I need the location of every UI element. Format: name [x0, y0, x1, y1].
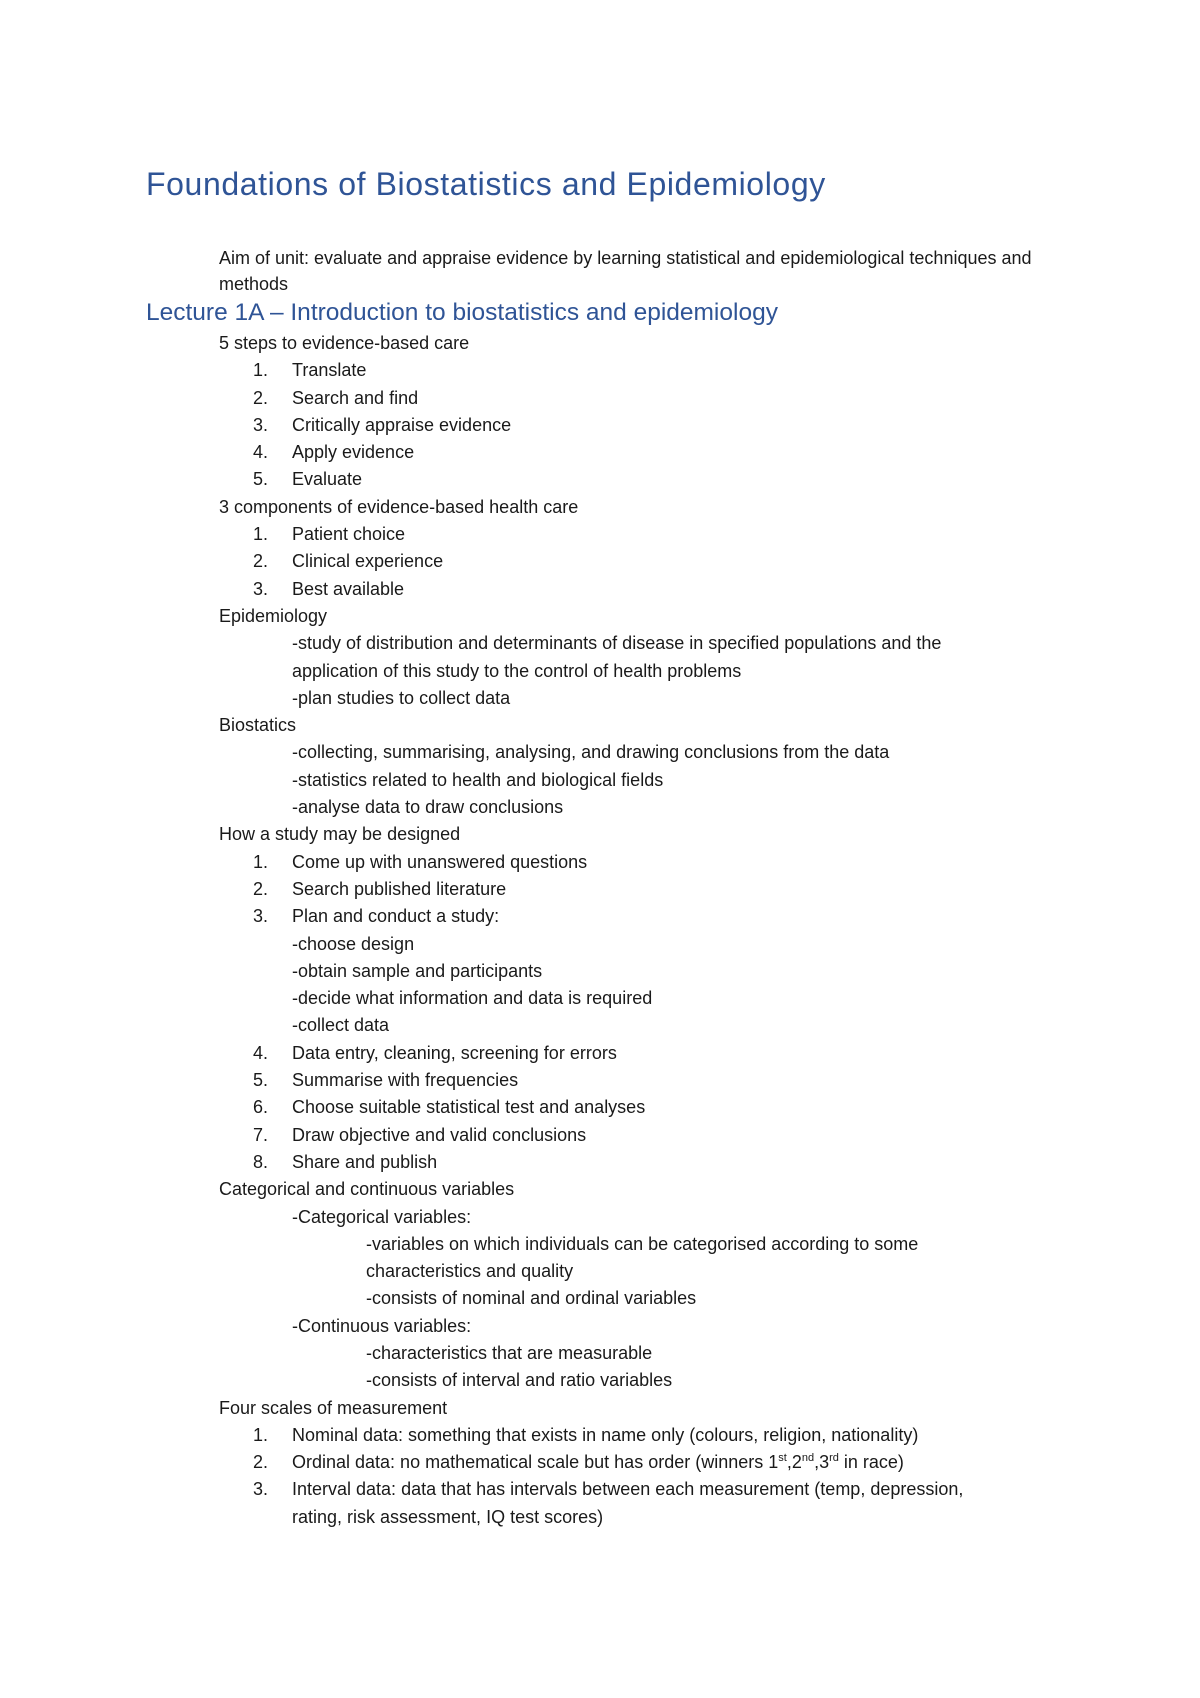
note-line: -consists of interval and ratio variables: [366, 1370, 673, 1391]
note-line: characteristics and quality: [366, 1261, 574, 1282]
lecture-heading: Lecture 1A – Introduction to biostatistics and epidemiology: [146, 299, 778, 326]
section-heading-study-design: How a study may be designed: [219, 824, 461, 845]
document-title: Foundations of Biostatistics and Epidemiology: [146, 166, 826, 202]
list-item: 3. Critically appraise evidence: [253, 414, 512, 435]
list-item: 3. Interval data: data that has intervals between each measurement (temp, depression,: [253, 1479, 964, 1500]
list-item: 2. Search published literature: [253, 878, 507, 899]
list-item: 1. Patient choice: [253, 524, 406, 545]
list-item: 5. Summarise with frequencies: [253, 1070, 519, 1091]
note-line: -collecting, summarising, analysing, and drawing conclusions from the data: [292, 742, 890, 763]
section-heading-components: 3 components of evidence-based health care: [219, 496, 579, 517]
note-line: -decide what information and data is required: [292, 988, 653, 1009]
note-line: -consists of nominal and ordinal variables: [366, 1288, 697, 1309]
list-item: 1. Come up with unanswered questions: [253, 851, 588, 872]
list-item: 2. Clinical experience: [253, 551, 444, 572]
note-line: -choose design: [292, 933, 415, 954]
continuous-label: -Continuous variables:: [292, 1315, 472, 1336]
list-item: 2. Search and find: [253, 387, 419, 408]
lecture-notes: [219, 330, 1119, 1531]
note-line: application of this study to the control of health problems: [292, 660, 742, 681]
list-item: 3. Best available: [253, 578, 405, 599]
list-item: 2. Ordinal data: no mathematical scale but has order (winners 1st,2nd,3rd in race): [253, 1452, 904, 1473]
note-line: -study of distribution and determinants of disease in specified populations and the: [292, 633, 942, 654]
note-line: -obtain sample and participants: [292, 960, 543, 981]
unit-aim: Aim of unit: evaluate and appraise evidence by learning statistical and epidemiological techniques and methods: [219, 248, 1032, 294]
list-item: 3. Plan and conduct a study:: [253, 906, 500, 927]
list-item: 4. Apply evidence: [253, 442, 415, 463]
list-item: 6. Choose suitable statistical test and analyses: [253, 1097, 646, 1118]
note-line: rating, risk assessment, IQ test scores): [292, 1506, 604, 1527]
section-heading-scales: Four scales of measurement: [219, 1397, 448, 1418]
list-item: 1. Translate: [253, 360, 367, 381]
note-line: -variables on which individuals can be categorised according to some: [366, 1233, 919, 1254]
note-line: -plan studies to collect data: [292, 687, 511, 708]
section-heading-variables: Categorical and continuous variables: [219, 1179, 515, 1200]
note-line: -characteristics that are measurable: [366, 1342, 653, 1363]
note-line: -collect data: [292, 1015, 390, 1036]
list-item: 1. Nominal data: something that exists in name only (colours, religion, nationality): [253, 1424, 919, 1445]
section-heading-epidemiology: Epidemiology: [219, 605, 328, 626]
note-line: -analyse data to draw conclusions: [292, 797, 564, 818]
list-item: 5. Evaluate: [253, 469, 363, 490]
list-item: 7. Draw objective and valid conclusions: [253, 1124, 587, 1145]
note-line: -statistics related to health and biological fields: [292, 769, 664, 790]
list-item: 4. Data entry, cleaning, screening for errors: [253, 1042, 617, 1063]
categorical-label: -Categorical variables:: [292, 1206, 472, 1227]
section-heading-biostatics: Biostatics: [219, 715, 297, 736]
section-heading-evidence-steps: 5 steps to evidence-based care: [219, 333, 470, 353]
list-item: 8. Share and publish: [253, 1151, 438, 1172]
